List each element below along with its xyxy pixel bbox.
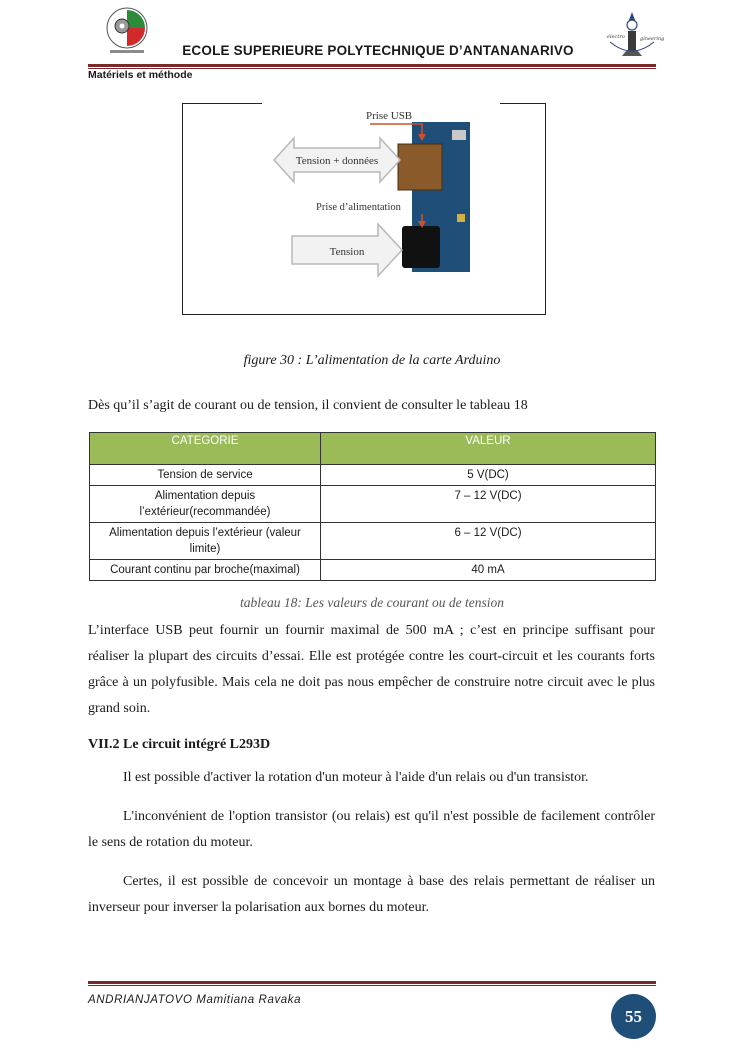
label-usb: Prise USB: [366, 110, 413, 122]
table-cell-value: 40 mA: [321, 560, 656, 581]
paragraph-relay: Il est possible d'activer la rotation d'un moteur à l'aide d'un relais ou d'un transistor.: [123, 770, 589, 785]
table-header-categorie: CATEGORIE: [90, 433, 321, 465]
table-row: [90, 465, 656, 486]
paragraph-inverter: Certes, il est possible de concevoir un montage à base des relais permettant de réaliser un inverseur pour inverser la polarisation aux bornes du moteur.: [88, 874, 655, 915]
footer-rule: [88, 981, 656, 984]
table-cell-category: Alimentation depuis l’extérieur (valeur limite): [90, 523, 321, 560]
spec-table: [89, 432, 656, 581]
section-heading: VII.2 Le circuit intégré L293D: [88, 737, 271, 752]
author-name: ANDRIANJATOVO Mamitiana Ravaka: [88, 994, 302, 1006]
figure-caption: figure 30 : L’alimentation de la carte Arduino: [243, 353, 501, 368]
school-name: ECOLE SUPERIEURE POLYTECHNIQUE D’ANTANANARIVO: [182, 43, 574, 58]
table-cell-value: 7 – 12 V(DC): [321, 486, 656, 523]
table-header-row: [90, 433, 656, 465]
table-row: [90, 486, 656, 523]
intro-paragraph: Dès qu’il s’agit de courant ou de tension, il convient de consulter le tableau 18: [88, 398, 528, 413]
svg-text:électro: électro: [607, 34, 625, 40]
label-tension-donnees: Tension + données: [295, 155, 379, 167]
usb-paragraph: L’interface USB peut fournir un fournir maximal de 500 mA ; c’est en principe suffisant pour réaliser la plupart des circuits d’essai. Elle est protégée contre les court-circuit et les courants forts grâce à un polyfusible. Mais cela ne doit pas nous empêcher de construire notre circuit avec le plus grand soin.: [88, 623, 655, 716]
footer-rule-thin: [88, 985, 656, 986]
table-cell-category: Tension de service: [90, 465, 321, 486]
power-jack: [402, 226, 440, 268]
table-cell-category: Courant continu par broche(maximal): [90, 560, 321, 581]
header-rule: [88, 64, 656, 67]
table-row: [90, 560, 656, 581]
label-prise-alim: Prise d’alimentation: [316, 202, 401, 213]
paragraph-drawback: L'inconvénient de l'option transistor (ou relais) est qu'il n'est possible de facilement contrôler le sens de rotation du moteur.: [88, 809, 655, 850]
table-caption: tableau 18: Les valeurs de courant ou de tension: [240, 595, 504, 610]
table-cell-category: Alimentation depuis l’extérieur(recommandée): [90, 486, 321, 523]
logo-right-icon: [604, 8, 665, 66]
table-header-valeur: VALEUR: [321, 433, 656, 465]
arduino-power-figure: [262, 104, 500, 274]
page-number-badge: 55: [611, 994, 656, 1039]
table-cell-value: 6 – 12 V(DC): [321, 523, 656, 560]
table-cell-value: 5 V(DC): [321, 465, 656, 486]
svg-text:gineering: gineering: [640, 36, 665, 42]
usb-port: [398, 144, 442, 190]
label-tension: Tension: [329, 246, 365, 258]
section-label: Matériels et méthode: [88, 69, 193, 81]
table-row: [90, 523, 656, 560]
